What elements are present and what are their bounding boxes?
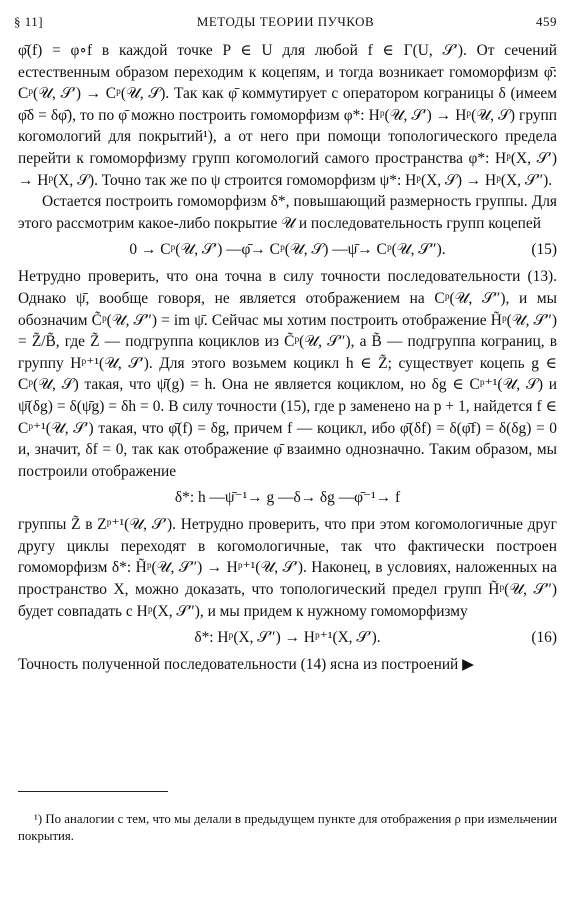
running-title: МЕТОДЫ ТЕОРИИ ПУЧКОВ <box>196 14 375 29</box>
equation-formula: 0 → Cᵖ(𝒰, 𝒮′) —φ̄→ Cᵖ(𝒰, 𝒮) —ψ̄→ Cᵖ(𝒰, 𝒮″). <box>129 241 446 259</box>
display-equation <box>18 626 557 650</box>
paragraph: φ̄(f) = φ∘f в каждой точке P ∈ U для любой f ∈ Γ(U, 𝒮′). От сечений естественным образом переходим к коцепям, и тогда возникает гомоморфизм φ̄: Cᵖ(𝒰, 𝒮′) → Cᵖ(𝒰, 𝒮). Так как φ̄ коммутирует с оператором кограницы δ (имеем φ̄δ = δφ̄), то по φ̄ можно построить гомоморфизм φ*: Hᵖ(𝒰, 𝒮′) → Hᵖ(𝒰, 𝒮) групп когомологий для покрытий¹), а от него при помощи топологического предела перейти к гомоморфизму групп когомологий самого пространства φ*: Hᵖ(X, 𝒮′) → Hᵖ(X, 𝒮). Точно так же по ψ строится гомоморфизм ψ*: Hᵖ(X, 𝒮) → Hᵖ(X, 𝒮″). <box>18 42 557 189</box>
display-equation <box>18 238 557 262</box>
paragraph: группы Z̃ в Zᵖ⁺¹(𝒰, 𝒮′). Нетрудно проверить, что при этом когомологичные друг другу циклы переходят в когомологичные, так что фактически построен гомоморфизм δ*: H̃ᵖ(𝒰, 𝒮″) → Hᵖ⁺¹(𝒰, 𝒮′). Наконец, в условиях, наложенных на пространство X, можно доказать, что топологический предел групп H̃ᵖ(𝒰, 𝒮″) будет совпадать с Hᵖ(X, 𝒮″), и мы придем к нужному гомоморфизму <box>18 516 557 620</box>
footnote: ¹) По аналогии с тем, что мы делали в предыдущем пункте для отображения ρ при измельчении покрытия. <box>18 811 557 843</box>
paragraph: Остается построить гомоморфизм δ*, повышающий размерность группы. Для этого рассмотрим какое-либо покрытие 𝒰 и последовательность групп коцепей <box>18 193 557 232</box>
main-text <box>18 40 557 676</box>
page-number: 459 <box>536 14 557 29</box>
footnote-rule <box>18 791 168 792</box>
equation-formula: δ*: h —ψ̄⁻¹→ g —δ→ δg —φ̄⁻¹→ f <box>174 489 401 507</box>
section-number: § 11] <box>14 14 44 29</box>
paragraph: Нетрудно проверить, что она точна в силу точности последовательности (13). Однако ψ̄, вообще говоря, не является отображением на Cᵖ(𝒰, 𝒮″), и мы обозначим C̃ᵖ(𝒰, 𝒮″) = im ψ̄. Сейчас мы хотим построить отображение H̃ᵖ(𝒰, 𝒮″) = Z̃/B̃, где Z̃ — подгруппа коциклов из C̃ᵖ(𝒰, 𝒮″), а B̃ — подгруппа кограниц, в группу Hᵖ⁺¹(𝒰, 𝒮′). Для этого возьмем коцикл h ∈ Z̃; существует коцепь g ∈ Cᵖ(𝒰, 𝒮) такая, что ψ̄(g) = h. Она не является коциклом, но δg ∈ Cᵖ⁺¹(𝒰, 𝒮) и ψ̄(δg) = δ(ψ̄g) = δh = 0. В силу точности (15), где p заменено на p + 1, найдется f ∈ Cᵖ⁺¹(𝒰, 𝒮′) такая, что φ̄(f) = δg, причем f — коцикл, ибо φ̄(δf) = δ(φ̄f) = δ(δg) = 0 и, значит, δf = 0, так как отображение φ̄ взаимно однозначно. Таким образом, мы построили отображение <box>18 268 557 480</box>
equation-number: (16) <box>531 629 557 647</box>
running-header <box>14 14 557 34</box>
equation-number: (15) <box>531 241 557 259</box>
display-equation <box>18 486 557 510</box>
equation-formula: δ*: Hᵖ(X, 𝒮″) → Hᵖ⁺¹(X, 𝒮′). <box>194 629 381 647</box>
paragraph: Точность полученной последовательности (14) ясна из построений ▶ <box>18 656 474 674</box>
